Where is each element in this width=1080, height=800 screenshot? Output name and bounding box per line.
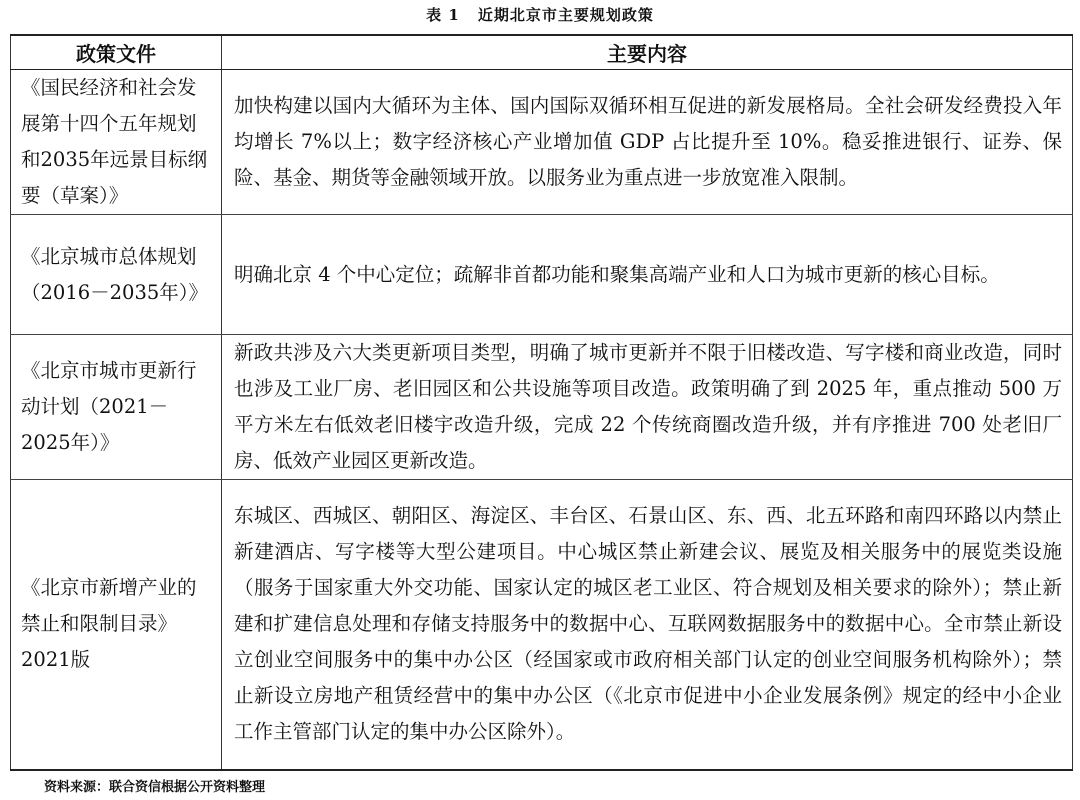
column-header-content: 主要内容 [222,35,1073,70]
policy-document-cell: 《北京城市总体规划（2016－2035年）》 [11,215,222,335]
policy-document-cell: 《国民经济和社会发展第十四个五年规划和2035年远景目标纲要（草案）》 [11,70,222,215]
policy-content-cell: 东城区、西城区、朝阳区、海淀区、丰台区、石景山区、东、西、北五环路和南四环路以内禁止新建酒店、写字楼等大型公建项目。中心城区禁止新建会议、展览及相关服务中的展览类设施（服务于国家重大外交功能、国家认定的城区老工业区、符合规划及相关要求的除外）；禁止新建和扩建信息处理和存储支持服务中的数据中心、互联网数据服务中的数据中心。全市禁止新设立创业空间服务中的集中办公区（经国家或市政府相关部门认定的创业空间服务机构除外）；禁止新设立房地产租赁经营中的集中办公区（《北京市促进中小企业发展条例》规定的经中小企业工作主管部门认定的集中办公区除外）。 [222,480,1073,770]
policy-table [10,34,1073,771]
table-row [11,480,1073,770]
policy-content-cell: 加快构建以国内大循环为主体、国内国际双循环相互促进的新发展格局。全社会研发经费投入年均增长 7%以上；数字经济核心产业增加值 GDP 占比提升至 10%。稳妥推进银行、证券、保险、基金、期货等金融领域开放。以服务业为重点进一步放宽准入限制。 [222,70,1073,215]
table-row [11,70,1073,215]
policy-document-cell: 《北京市新增产业的禁止和限制目录》2021版 [11,480,222,770]
table-caption-label: 表 1 [426,6,460,24]
table-caption-title: 近期北京市主要规划政策 [477,6,654,24]
policy-content-cell: 新政共涉及六大类更新项目类型，明确了城市更新并不限于旧楼改造、写字楼和商业改造，同时也涉及工业厂房、老旧园区和公共设施等项目改造。政策明确了到 2025 年，重点推动 500 万平方米左右低效老旧楼宇改造升级，完成 22 个传统商圈改造升级，并有序推进 700 处老旧厂房、低效产业园区更新改造。 [222,335,1073,480]
column-header-document: 政策文件 [11,35,222,70]
table-row [11,215,1073,335]
policy-document-cell: 《北京市城市更新行动计划（2021－2025年）》 [11,335,222,480]
source-note: 资料来源：联合资信根据公开资料整理 [44,780,266,795]
table-row [11,335,1073,480]
policy-content-cell: 明确北京 4 个中心定位；疏解非首都功能和聚集高端产业和人口为城市更新的核心目标。 [222,215,1073,335]
table-header-row [11,35,1073,70]
table-caption [0,4,1080,25]
